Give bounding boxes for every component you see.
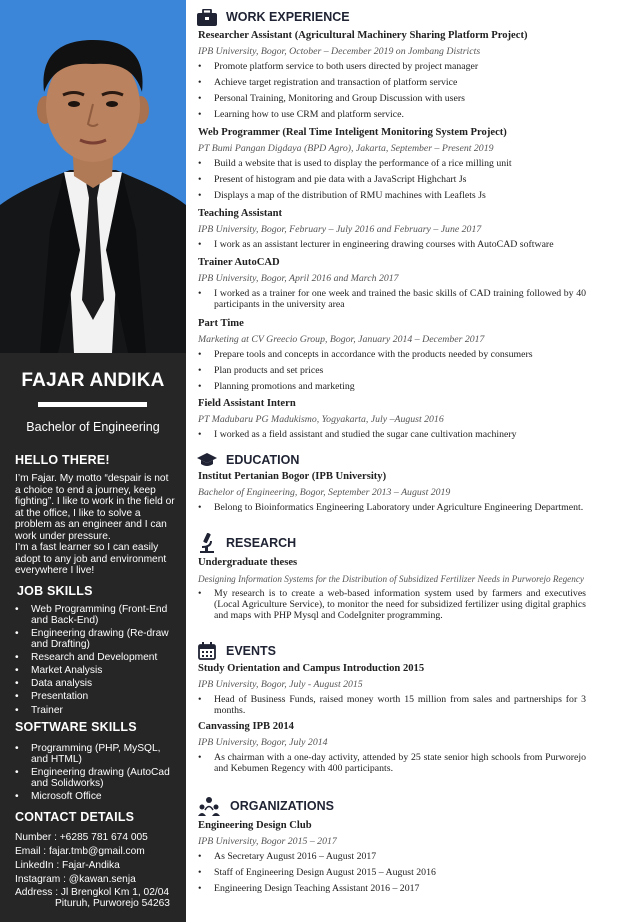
entry-meta: IPB University, Bogor, October – December 2019 on Jombang Districts (198, 46, 481, 58)
list-item: • Plan products and set prices (198, 365, 586, 376)
list-item: • Research and Development (15, 652, 180, 663)
entry-meta: IPB University, Bogor, July 2014 (198, 737, 328, 749)
list-item: • Displays a map of the distribution of RMU machines with Leaflets Js (198, 190, 586, 201)
organizations-header (197, 796, 334, 816)
entry-meta: IPB University, Bogor, April 2016 and March 2017 (198, 273, 399, 285)
entry-bullets (198, 158, 586, 202)
section-title: EVENTS (226, 644, 277, 658)
entry-title: Part Time (198, 318, 244, 329)
organization-entry (198, 818, 586, 899)
name-divider (38, 402, 147, 407)
contact-number: Number : +6285 781 674 005 (15, 832, 148, 843)
calendar-icon (197, 642, 217, 660)
entry-title: Field Assistant Intern (198, 398, 296, 409)
entry-title: Teaching Assistant (198, 208, 283, 219)
list-item: • Engineering Design Teaching Assistant 2016 – 2017 (198, 883, 586, 894)
education-header (197, 450, 299, 470)
research-entry (198, 555, 586, 626)
list-item: • As Secretary August 2016 – August 2017 (198, 851, 586, 862)
list-item: • I work as an assistant lecturer in engineering drawing courses with AutoCAD software (198, 239, 586, 250)
entry-meta: IPB University, Bogor 2015 – 2017 (198, 836, 337, 848)
entry-title: Trainer AutoCAD (198, 257, 280, 268)
entry-bullets (198, 588, 586, 622)
entry-title: Researcher Assistant (Agricultural Machinery Sharing Platform Project) (198, 30, 528, 41)
list-item: • Learning how to use CRM and platform service. (198, 109, 586, 120)
list-item: • Planning promotions and marketing (198, 381, 586, 392)
entry-meta: PT Bumi Pangan Digdaya (BPD Agro), Jakarta, September – Present 2019 (198, 143, 494, 155)
entry-title: Engineering Design Club (198, 820, 312, 831)
job-skills-list (15, 604, 180, 718)
entry-bullets (198, 752, 586, 775)
list-item: • Market Analysis (15, 665, 180, 676)
entry-bullets (198, 694, 586, 717)
section-title: WORK EXPERIENCE (226, 10, 350, 24)
event-entry (198, 719, 586, 779)
contact-linkedin: LinkedIn : Fajar-Andika (15, 860, 120, 871)
contact-instagram: Instagram : @kawan.senja (15, 874, 136, 885)
contact-address: Pituruh, Purworejo 54263 (55, 898, 170, 909)
entry-meta: PT Madubaru PG Madukismo, Yogyakarta, July –August 2016 (198, 414, 444, 426)
entry-bullets (198, 288, 586, 311)
graduation-cap-icon (197, 451, 217, 469)
software-skills-list (15, 743, 180, 804)
list-item: • Microsoft Office (15, 791, 180, 802)
job-skills-heading: JOB SKILLS (17, 584, 93, 598)
entry-title: Web Programmer (Real Time Inteligent Monitoring System Project) (198, 127, 507, 138)
entry-meta: Designing Information Systems for the Distribution of Subsidized Fertilizer Needs in Purworejo Regency (198, 574, 585, 585)
list-item: • Programming (PHP, MySQL, and HTML) (15, 743, 180, 765)
main-content (186, 0, 638, 922)
hello-heading: HELLO THERE! (15, 453, 110, 467)
events-header (197, 641, 276, 661)
education-entry (198, 469, 586, 518)
candidate-name: FAJAR ANDIKA (21, 370, 165, 391)
entry-meta: IPB University, Bogor, February – July 2016 and February – June 2017 (198, 224, 482, 236)
research-header (197, 533, 296, 553)
entry-title: Canvassing IPB 2014 (198, 721, 294, 732)
list-item: • As chairman with a one-day activity, attended by 25 state senior high schools from Purworejo and Kebumen Regency with 400 participants. (198, 752, 586, 775)
event-entry (198, 661, 586, 721)
contact-heading: CONTACT DETAILS (15, 810, 135, 824)
entry-bullets (198, 502, 586, 513)
work-experience-header (197, 7, 350, 27)
microscope-icon (197, 534, 217, 552)
list-item: • Head of Business Funds, raised money worth 15 million from sales and partnerships for 3 months. (198, 694, 586, 717)
sidebar (0, 0, 186, 922)
hello-paragraph: I’m Fajar. My motto “despair is not a choice to end a journey, keep fighting”. I like to work in the field or at the office, I like to solve a problem as an engineer and I can work under pressure. (15, 473, 175, 542)
entry-bullets (198, 851, 586, 895)
list-item: • Presentation (15, 691, 180, 702)
work-entry (198, 316, 586, 397)
profile-photo (0, 0, 186, 353)
contact-email: Email : fajar.tmb@gmail.com (15, 846, 145, 857)
list-item: • Engineering drawing (AutoCad and Solidworks) (15, 767, 180, 789)
entry-bullets (198, 239, 586, 250)
list-item: • I worked as a trainer for one week and trained the basic skills of CAD training followed by 40 participants in the university area (198, 288, 586, 311)
section-title: EDUCATION (226, 453, 300, 467)
work-entry (198, 28, 586, 126)
contact-address: Address : Jl Brengkol Km 1, 02/04 (15, 887, 170, 898)
software-skills-heading: SOFTWARE SKILLS (15, 720, 137, 734)
entry-meta: Marketing at CV Greecio Group, Bogor, January 2014 – December 2017 (198, 334, 485, 346)
briefcase-icon (197, 8, 217, 26)
list-item: • Staff of Engineering Design August 2015 – August 2016 (198, 867, 586, 878)
entry-bullets (198, 349, 586, 393)
list-item: • Prepare tools and concepts in accordance with the products needed by consumers (198, 349, 586, 360)
work-entry (198, 206, 586, 255)
list-item: • Present of histogram and pie data with a JavaScript Highchart Js (198, 174, 586, 185)
list-item: • Trainer (15, 705, 180, 716)
work-entry (198, 255, 586, 315)
list-item: • Engineering drawing (Re-draw and Drafting) (15, 628, 180, 650)
entry-title: Undergraduate theses (198, 557, 298, 568)
entry-bullets (198, 429, 586, 440)
work-entry (198, 125, 586, 206)
candidate-degree: Bachelor of Engineering (26, 420, 160, 434)
entry-title: Institut Pertanian Bogor (IPB University) (198, 471, 387, 482)
people-icon (197, 797, 221, 815)
entry-title: Study Orientation and Campus Introduction 2015 (198, 663, 425, 674)
section-title: RESEARCH (226, 536, 297, 550)
section-title: ORGANIZATIONS (230, 799, 334, 813)
list-item: • Belong to Bioinformatics Engineering Laboratory under Agriculture Engineering Department. (198, 502, 586, 513)
list-item: • Build a website that is used to display the performance of a rice milling unit (198, 158, 586, 169)
entry-bullets (198, 61, 586, 121)
list-item: • I worked as a field assistant and studied the sugar cane cultivation machinery (198, 429, 586, 440)
list-item: • Achieve target registration and transaction of platform service (198, 77, 586, 88)
list-item: • Personal Training, Monitoring and Group Discussion with users (198, 93, 586, 104)
entry-meta: IPB University, Bogor, July - August 2015 (198, 679, 363, 691)
list-item: • Web Programming (Front-End and Back-End) (15, 604, 180, 626)
work-entry (198, 396, 586, 445)
hello-paragraph: I’m a fast learner so I can easily adopt to any job and environment everywhere I live! (15, 542, 167, 577)
entry-meta: Bachelor of Engineering, Bogor, September 2013 – August 2019 (198, 487, 451, 499)
list-item: • Data analysis (15, 678, 180, 689)
list-item: • My research is to create a web-based information system used by farmers and executives (Local Agriculture Service), to monitor the need for subsidized fertilizer using digital graphics and maps with PHP Mysql and CodeIgniter programming. (198, 588, 586, 622)
list-item: • Promote platform service to both users directed by project manager (198, 61, 586, 72)
